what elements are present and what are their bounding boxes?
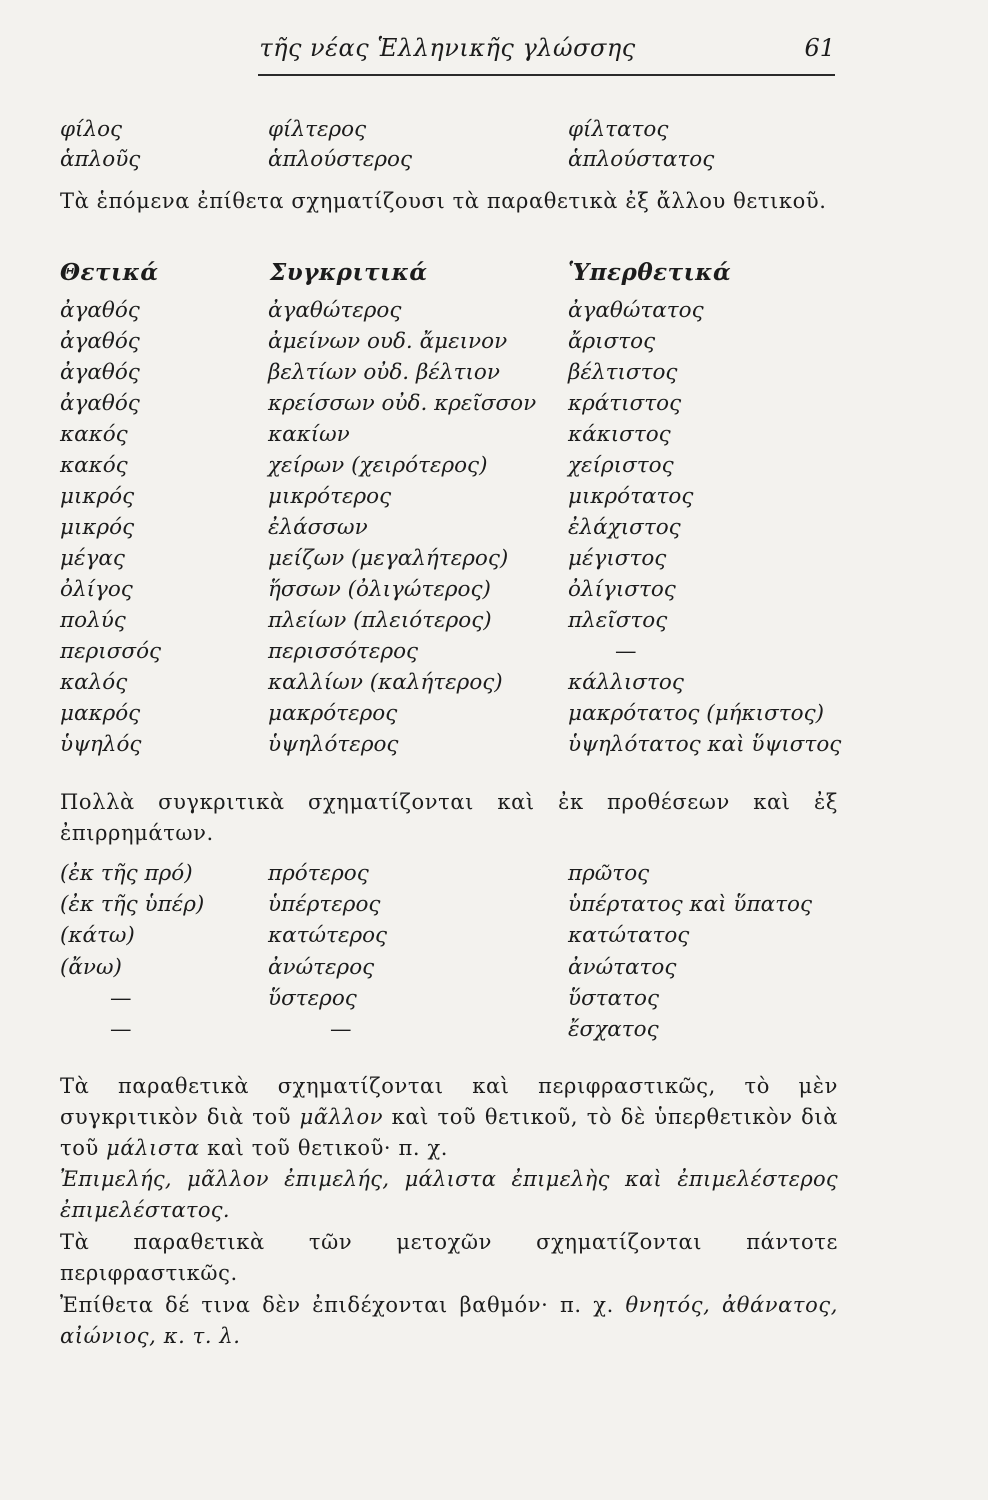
table-row [60,986,850,1017]
comparative-cell: πρότερος [268,861,369,886]
superlative-cell: ὑψηλότατος καὶ ὕψιστος [568,732,842,757]
comparative-cell: κακίων [268,422,350,447]
periphrastic-paragraph [60,1071,838,1164]
table-row [60,670,850,701]
comparative-cell: μείζων (μεγαλήτερος) [268,546,509,571]
table-row [60,147,850,178]
positive-cell: — [110,985,132,1011]
table-row [60,892,850,923]
superlative-cell: ἀνώτατος [568,954,677,980]
comparative-cell: μικρότερος [268,484,392,509]
table-row [60,515,850,546]
superlative-cell: κατώτατος [568,923,690,949]
header-superlative: Ὑπερθετικά [568,259,732,286]
superlative-cell: — [615,639,637,664]
table-row [60,298,850,329]
positive-cell: μέγας [60,546,125,571]
comparative-cell: βελτίων οὐδ. βέλτιον [268,360,500,385]
table-row [60,1017,850,1048]
table-row [60,329,850,360]
running-title: τῆς νέας Ἑλληνικῆς γλώσσης [259,34,636,62]
comparative-cell: πλείων (πλειότερος) [268,608,492,633]
superlative-cell: ἔσχατος [568,1017,659,1042]
superlative-cell: ἐλάχιστος [568,515,681,540]
comparative-cell: καλλίων (καλήτερος) [268,670,503,695]
superlative-cell: μέγιστος [568,546,667,571]
superlative-cell: πρῶτος [568,861,650,886]
comparative-cell: ὑψηλότερος [268,732,399,757]
positive-cell: (ἄνω) [60,954,122,980]
comparative-cell: κατώτερος [268,923,388,949]
superlative-cell: κράτιστος [568,391,682,416]
comparative-cell: χείρων (χειρότερος) [268,453,488,478]
prepositions-paragraph: Πολλὰ συγκριτικὰ σχηματίζονται καὶ ἐκ προθέσεων καὶ ἐξ ἐπιρρημάτων. [60,790,838,845]
periphrastic-text-start: Τὰ παραθετικὰ σχηματίζονται καὶ περιφραστικῶς, τὸ μὲν συγκριτικὸν διὰ τοῦ [60,1074,838,1129]
page-number: 61 [804,34,835,62]
periphrastic-term-mallon: μᾶλλον [299,1105,384,1129]
periphrastic-text-end: καὶ τοῦ θετικοῦ· π. χ. [207,1136,449,1160]
superlative-cell: ἄριστος [568,329,656,354]
positive-cell: (ἐκ τῆς πρό) [60,861,193,886]
intro-paragraph: Τὰ ἑπόμενα ἐπίθετα σχηματίζουσι τὰ παραθετικὰ ἐξ ἄλλου θετικοῦ. [60,189,827,213]
comparative-cell: ὑπέρτερος [268,892,381,918]
running-header [60,30,835,74]
comparative-cell: ἀγαθώτερος [268,298,402,323]
superlative-cell: φίλτατος [568,117,669,142]
table-row [60,391,850,422]
superlative-cell: πλεῖστος [568,608,668,633]
positive-cell: (κάτω) [60,923,135,949]
comparative-cell: φίλτερος [268,117,367,142]
table-row [60,577,850,608]
positive-cell: ἀγαθός [60,360,140,385]
final-paragraph [60,1290,838,1352]
positive-cell: (ἐκ τῆς ὑπέρ) [60,892,205,918]
positive-cell: καλός [60,670,128,695]
positive-cell: κακός [60,453,128,478]
periphrastic-text-mid: καὶ τοῦ θετικοῦ, τὸ δὲ ὑπερθετικὸν διὰ τοῦ [60,1105,839,1160]
comparative-cell: ἐλάσσων [268,515,368,540]
header-positive: Θετικά [60,259,159,286]
positive-cell: ἀγαθός [60,329,140,354]
positive-cell: μακρός [60,701,141,726]
superlative-cell: βέλτιστος [568,360,678,385]
comparative-cell: ὕστερος [268,985,357,1011]
superlative-cell: ὑπέρτατος καὶ ὕπατος [568,892,812,918]
table-row [60,639,850,670]
participle-paragraph: Τὰ παραθετικὰ τῶν μετοχῶν σχηματίζονται πάντοτε περιφραστικῶς. [60,1230,838,1285]
superlative-cell: μακρότατος (μήκιστος) [568,701,825,726]
comparative-cell: ἁπλούστερος [268,147,413,172]
final-text: Ἐπίθετα δέ τινα δὲν ἐπιδέχονται βαθμόν· π. χ. [60,1293,614,1317]
positive-cell: πολύς [60,608,126,633]
positive-cell: ἀγαθός [60,391,140,416]
comparative-cell: ἥσσων (ὀλιγώτερος) [268,577,491,602]
table-row [60,360,850,391]
table-row [60,701,850,732]
superlative-cell: χείριστος [568,453,674,478]
comparative-cell: περισσότερος [268,639,419,664]
positive-cell: κακός [60,422,128,447]
positive-cell: μικρός [60,484,135,509]
table-row [60,117,850,148]
positive-cell: ἀγαθός [60,298,140,323]
table-header [60,259,850,293]
table-row [60,732,850,763]
positive-cell: μικρός [60,515,135,540]
table-row [60,453,850,484]
comparative-cell: ἀνώτερος [268,954,375,980]
positive-cell: — [110,1017,132,1042]
superlative-cell: κάλλιστος [568,670,684,695]
superlative-cell: ὕστατος [568,985,660,1011]
table-row [60,546,850,577]
comparative-cell: — [330,1017,352,1042]
table-row [60,861,850,892]
superlative-cell: ἀγαθώτατος [568,298,704,323]
table-row [60,484,850,515]
header-rule [258,74,835,76]
superlative-cell: μικρότατος [568,484,694,509]
positive-cell: ὀλίγος [60,577,133,602]
positive-cell: ἁπλοῦς [60,147,141,172]
periphrastic-term-malista: μάλιστα [106,1136,200,1160]
table-row [60,923,850,954]
superlative-cell: κάκιστος [568,422,671,447]
example-paragraph: Ἐπιμελής, μᾶλλον ἐπιμελής, μάλιστα ἐπιμελὴς καὶ ἐπιμελέστερος ἐπιμελέστατος. [60,1167,838,1222]
superlative-cell: ὀλίγιστος [568,577,676,602]
positive-cell: περισσός [60,639,162,664]
superlative-cell: ἁπλούστατος [568,147,715,172]
final-examples: θνητός, ἀθάνατος, αἰώνιος, κ. τ. λ. [60,1293,838,1348]
positive-cell: φίλος [60,117,123,142]
table-row [60,422,850,453]
positive-cell: ὑψηλός [60,732,142,757]
comparative-cell: μακρότερος [268,701,398,726]
table-row [60,608,850,639]
comparative-cell: ἀμείνων ουδ. ἄμεινον [268,329,508,354]
comparative-cell: κρείσσων οὐδ. κρεῖσσον [268,391,537,416]
table-row [60,955,850,986]
header-comparative: Συγκριτικά [270,259,428,286]
